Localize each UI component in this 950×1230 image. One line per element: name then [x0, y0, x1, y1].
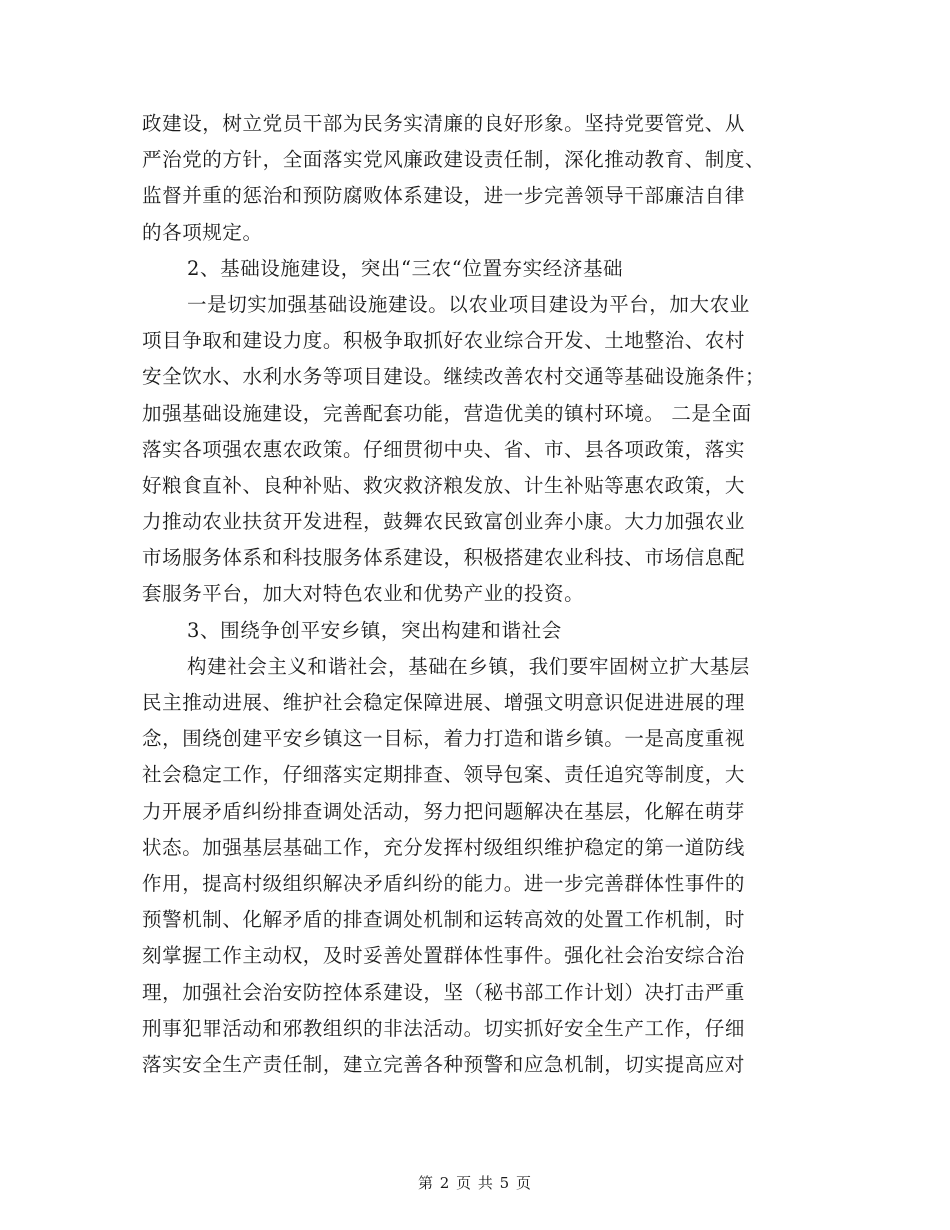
- text-line: 套服务平台，加大对特色农业和优势产业的投资。: [142, 582, 585, 606]
- text-line: 政建设，树立党员干部为民务实清廉的良好形象。坚持党要管党、从: [142, 112, 746, 135]
- page-number-footer: 第 2 页 共 5 页: [418, 1174, 532, 1192]
- text-line: 加强基础设施建设，完善配套功能，营造优美的镇村环境。 二是全面: [142, 401, 752, 425]
- text-line: 理，加强社会治安防控体系建设，坚（秘书部工作计划）决打击严重: [142, 980, 746, 1004]
- text-line: 的各项规定。: [142, 220, 263, 244]
- text-line: 念，围绕创建平安乡镇这一目标，着力打造和谐乡镇。一是高度重视: [142, 727, 746, 751]
- text-line: 好粮食直补、良种补贴、救灾救济粮发放、计生补贴等惠农政策，大: [142, 473, 746, 497]
- document-body: [142, 106, 812, 1083]
- text-line: 刑事犯罪活动和邪教组织的非法活动。切实抓好安全生产工作，仔细: [142, 1016, 746, 1040]
- text-line: 严治党的方针，全面落实党风廉政建设责任制，深化推动教育、制度、: [142, 148, 766, 172]
- text-line: 安全饮水、水利水务等项目建设。继续改善农村交通等基础设施条件；: [142, 365, 766, 389]
- text-line: 构建社会主义和谐社会，基础在乡镇，我们要牢固树立扩大基层: [187, 654, 750, 678]
- text-line: 力推动农业扶贫开发进程，鼓舞农民致富创业奔小康。大力加强农业: [142, 510, 746, 534]
- text-line: 力开展矛盾纠纷排查调处活动，努力把问题解决在基层，化解在萌芽: [142, 799, 746, 823]
- text-line: 状态。加强基层基础工作，充分发挥村级组织维护稳定的第一道防线: [142, 835, 746, 859]
- text-line: 作用，提高村级组织解决矛盾纠纷的能力。进一步完善群体性事件的: [142, 871, 746, 895]
- text-line: 一是切实加强基础设施建设。以农业项目建设为平台，加大农业: [187, 292, 750, 316]
- text-line: 3、围绕争创平安乡镇，突出构建和谐社会: [187, 618, 562, 642]
- text-line: 预警机制、化解矛盾的排查调处机制和运转高效的处置工作机制，时: [142, 908, 746, 932]
- text-line: 2、基础设施建设，突出“三农“位置夯实经济基础: [187, 256, 624, 280]
- text-line: 民主推动进展、维护社会稳定保障进展、增强文明意识促进进展的理: [142, 691, 746, 714]
- text-line: 项目争取和建设力度。积极争取抓好农业综合开发、土地整治、农村: [142, 329, 746, 353]
- text-line: 监督并重的惩治和预防腐败体系建设，进一步完善领导干部廉洁自律: [142, 184, 746, 208]
- text-line: 落实各项强农惠农政策。仔细贯彻中央、省、市、县各项政策，落实: [142, 437, 746, 461]
- text-line: 刻掌握工作主动权，及时妥善处置群体性事件。强化社会治安综合治: [142, 944, 746, 968]
- text-line: 落实安全生产责任制，建立完善各种预警和应急机制，切实提高应对: [142, 1052, 746, 1076]
- text-line: 社会稳定工作，仔细落实定期排查、领导包案、责任追究等制度，大: [142, 763, 746, 787]
- text-line: 市场服务体系和科技服务体系建设，积极搭建农业科技、市场信息配: [142, 546, 746, 570]
